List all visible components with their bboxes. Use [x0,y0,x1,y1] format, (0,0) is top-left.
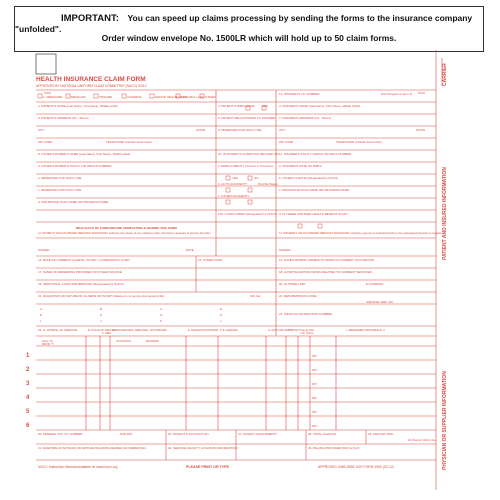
field-5-label: 5. PATIENT'S ADDRESS (No., Street) [38,116,89,120]
field-9c-label: c. RESERVED FOR NUCC USE [38,188,82,192]
field-1a-note: (For Program in Item 1) [381,92,413,96]
field-15-label: 15. OTHER DATE [198,258,223,262]
field-21-label: 21. DIAGNOSIS OR NATURE OF ILLNESS OR INJURY Relate A-L to service line below (24E) [38,294,164,298]
field-31-label: 31. SIGNATURE OF PHYSICIAN OR SUPPLIER INCLUDING DEGREES OR CREDENTIALS [38,447,147,450]
field-1-medicare: 1. MEDICARE [43,95,63,99]
field-30-label: 30. Rsvd for NUCC Use [408,439,436,442]
dx-l: L. [220,319,223,323]
city-label-right: CITY [279,128,286,132]
state-label-left: STATE [196,128,206,132]
field-11-label: 11. INSURED'S POLICY GROUP OR FECA NUMBER [279,152,352,156]
physician-supplier-side-label: PHYSICIAN OR SUPPLIER INFORMATION [442,371,448,470]
carrier-side-label: CARRIER [442,63,448,86]
field-12-label: 12. PATIENT'S OR AUTHORIZED PERSON'S SIGNATURE I authorize the release of any medical or other information necessary to process this claim. [38,232,212,235]
dx-c: C. [160,307,163,311]
field-13-label: 13. INSURED'S OR AUTHORIZED PERSON'S SIGNATURE I authorize payment of medical benefits to the undersigned physician or supplier. [279,232,442,235]
field-1-other: OTHER [205,95,216,99]
dx-i: I. [40,319,42,323]
field-24j-label: J. RENDERING PROVIDER ID. # [346,329,385,332]
footer-please-print: PLEASE PRINT OR TYPE [186,465,229,469]
field-11c-label: c. INSURANCE PLAN NAME OR PROGRAM NAME [279,188,350,192]
field-7-label: 7. INSURED'S ADDRESS (No., Street) [279,116,331,120]
field-10-label: 10. IS PATIENT'S CONDITION RELATED TO: [218,152,280,156]
dx-d: D. [220,307,223,311]
field-9-label: 9. OTHER INSURED'S NAME (Last Name, First Name, Middle Initial) [38,152,131,156]
field-11d-label: d. IS THERE ANOTHER HEALTH BENEFIT PLAN? [279,212,348,216]
field-26-label: 26. PATIENT'S ACCOUNT NO. [168,432,210,436]
yes-label-10a: YES [232,176,239,180]
read-back-notice: READ BACK OF FORM BEFORE COMPLETING & SIGNING THIS FORM. [76,226,178,230]
field-24c-label: C. EMG [102,332,112,335]
footer-nucc-manual: NUCC Instruction Manual available at: www.nucc.org [38,465,118,469]
ssn-ein-label: SSN EIN [120,432,133,436]
npi-label-6: NPI [312,424,317,428]
field-19-label: 19. ADDITIONAL CLAIM INFORMATION (Designated by NUCC) [38,282,124,286]
field-24g-label: G. DAYS OR UNITS [268,329,292,332]
dx-b: B. [100,307,103,311]
field-21-icd: ICD Ind. [250,294,262,298]
field-24i-label: I. ID. QUAL. [300,332,314,335]
field-10b-place: PLACE (State) [258,182,278,186]
field-33-label: 33. BILLING PROVIDER INFO & PH # [308,446,360,450]
field-1-group-health-plan: GROUP HEALTH PLAN [155,95,188,99]
field-11a-label: a. INSURED'S DATE OF BIRTH [279,164,322,168]
field-20-label: 20. OUTSIDE LAB? [279,282,306,286]
zip-label-left: ZIP CODE [38,140,53,144]
qr-code-icon [36,54,56,74]
field-24f-label: F. $ CHARGES [220,329,238,332]
cms-1500-claim-form [26,50,464,496]
from-to-label: From / To [42,340,53,343]
telephone-label-left: TELEPHONE (Include Area Code) [106,140,152,144]
field-18-label: 18. HOSPITALIZATION DATES RELATED TO CURRENT SERVICES [279,270,372,274]
npi-label-4: NPI [312,396,317,400]
field-32-label: 32. SERVICE FACILITY LOCATION INFORMATION [168,446,238,450]
field-24a-label: 24. A. DATE(S) OF SERVICE [38,328,78,332]
npi-label-5: NPI [312,410,317,414]
date-label-12: DATE [186,248,194,252]
field-24h-label: H. EPSDT Family Plan [288,329,315,332]
field-8-label: 8. RESERVED FOR NUCC USE [218,128,262,132]
dx-j: J. [100,319,103,323]
field-3-label: 3. PATIENT'S BIRTH DATE [218,104,255,108]
service-line-2-number: 2 [26,367,30,373]
field-25-label: 25. FEDERAL TAX I.D. NUMBER [38,432,83,436]
field-11b-label: b. OTHER CLAIM ID (Designated by NUCC) [279,176,339,180]
form-drawing [26,50,464,496]
field-23-label: 23. PRIOR AUTHORIZATION NUMBER [279,312,333,316]
field-28-label: 28. TOTAL CHARGE [308,432,336,436]
dx-h: H. [220,313,223,317]
notice-line1-text: You can speed up claims processing by sending the forms to the insurance company "unfolded". [15,13,473,34]
field-6-label: 6. PATIENT RELATIONSHIP TO INSURED [218,116,276,120]
npi-label-1: NPI [312,354,317,358]
field-10c-label: c. OTHER ACCIDENT? [218,194,250,198]
signed-label-12: SIGNED [38,248,50,252]
field-29-label: 29. AMOUNT PAID [368,432,394,436]
field-14-label: 14. DATE OF CURRENT ILLNESS, INJURY, or PREGNANCY (LMP) [38,258,130,262]
field-24d-label: D. PROCEDURES, SERVICES, OR SUPPLIES [112,329,167,332]
dx-a: A. [40,307,43,311]
field-22-orig: ORIGINAL REF. NO. [366,300,394,304]
dx-k: K. [160,319,163,323]
telephone-label-right: TELEPHONE (Include Area Code) [336,140,382,144]
notice-line-1 [15,13,483,35]
cpt-label: CPT/HCPCS [116,340,131,343]
field-1-medicaid: MEDICAID [71,95,86,99]
zip-label-right: ZIP CODE [279,140,294,144]
field-20-charges: $ CHARGES [366,282,384,286]
field-2-label: 2. PATIENT'S NAME (Last Name, First Name, Middle Initial) [38,104,118,108]
modifier-label: MODIFIER [146,340,159,343]
field-16-label: 16. DATES PATIENT UNABLE TO WORK IN CURRENT OCCUPATION [279,258,375,262]
approved-nucc-text: APPROVED BY NATIONAL UNIFORM CLAIM COMMITTEE (NUCC) 02/12 [36,84,147,88]
service-line-5-number: 5 [26,409,30,415]
notice-important-label: IMPORTANT: [61,13,119,24]
field-1a-label: 1a. INSURED'S I.D. NUMBER [279,92,320,96]
field-24e-label: E. DIAGNOSIS POINTER [188,329,218,332]
patient-insured-side-label: PATIENT AND INSURED INFORMATION [442,167,448,260]
city-label-left: CITY [38,128,45,132]
field-10b-label: b. AUTO ACCIDENT? [218,182,248,186]
state-label-right: STATE [416,128,426,132]
npi-label-2: NPI [312,368,317,372]
service-line-6-number: 6 [26,423,30,429]
service-line-1-number: 1 [26,353,30,359]
field-9a-label: a. OTHER INSURED'S POLICY OR GROUP NUMBER [38,164,112,168]
npi-label-3: NPI [312,382,317,386]
field-27-label: 27. ACCEPT ASSIGNMENT? [238,432,278,436]
field-1-tricare: TRICARE [99,95,113,99]
notice-line-2: Order window envelope No. 1500LR which will hold up to 50 claim forms. [101,33,397,43]
dx-g: G. [160,313,164,317]
field-1-feca: FECA BLK LUNG [181,95,205,99]
pica-left: PICA [44,91,52,95]
service-line-3-number: 3 [26,381,30,387]
field-10a-label: a. EMPLOYMENT? (Current or Previous) [218,164,273,168]
dx-f: F. [100,313,103,317]
footer-approved-omb: APPROVED OMB-0938-1197 FORM 1500 (02-12) [318,465,394,469]
field-10d-label: 10d. CLAIM CODES (Designated by NUCC) [218,212,277,216]
form-title: HEALTH INSURANCE CLAIM FORM [36,76,146,83]
field-4-label: 4. INSURED'S NAME (Last Name, First Name, Middle Initial) [279,104,360,108]
envelope-notice-box [14,6,484,52]
field-17-label: 17. NAME OF REFERRING PROVIDER OR OTHER SOURCE [38,270,123,274]
field-22-label: 22. RESUBMISSION CODE [279,294,317,298]
field-24b-label: B. PLACE OF SERVICE [88,329,117,332]
no-label-10a: NO [254,176,259,180]
field-3-sex: SEX [262,104,269,108]
service-line-4-number: 4 [26,395,30,401]
field-9d-label: d. INSURANCE PLAN NAME OR PROGRAM NAME [38,200,109,204]
field-9b-label: b. RESERVED FOR NUCC USE [38,176,82,180]
field-1-champva: CHAMPVA [127,95,142,99]
mm-dd-yy-label: MM DD YY [42,343,54,346]
signed-label-13: SIGNED [279,248,291,252]
dx-e: E. [40,313,43,317]
pica-right: PICA [418,91,426,95]
